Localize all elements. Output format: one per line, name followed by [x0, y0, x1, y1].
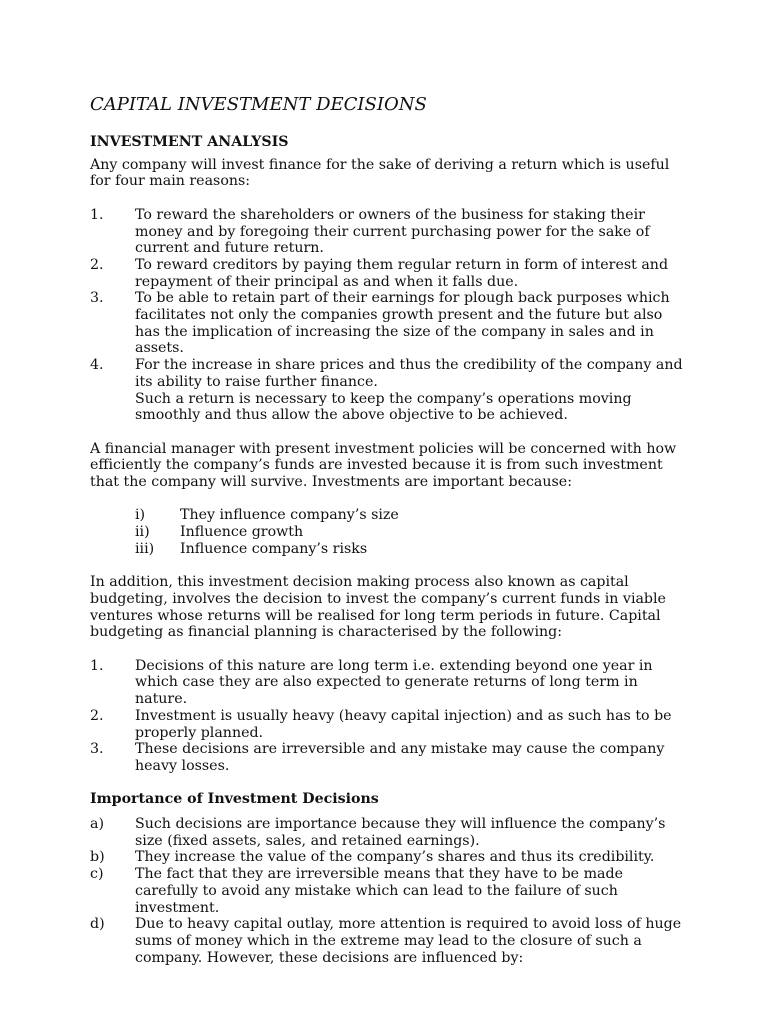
reasons-followup: Such a return is necessary to keep the company’s operations moving smoothly and thus allow the above objective to be achieved. — [135, 390, 632, 424]
list-marker: ii) — [135, 524, 150, 541]
section-heading-investment-analysis: INVESTMENT ANALYSIS — [90, 134, 289, 150]
list-item-text: The fact that they are irreversible means that they have to be made carefully to avoid any mistake which can lead to the failure of such investment. — [135, 866, 623, 916]
list-item — [135, 524, 690, 541]
list-marker: a) — [90, 816, 104, 833]
list-item-text: Decisions of this nature are long term i.e. extending beyond one year in which case they are also expected to generate returns of long term in nature. — [135, 657, 653, 708]
intro-paragraph: Any company will invest finance for the sake of deriving a return which is useful for four main reasons: — [90, 156, 670, 190]
list-item-text: Influence company’s risks — [180, 540, 368, 557]
list-item — [90, 741, 690, 774]
list-marker: b) — [90, 849, 105, 866]
list-marker: 1. — [90, 206, 104, 223]
list-item-text: These decisions are irreversible and any mistake may cause the company heavy losses. — [135, 741, 665, 774]
list-item-text: To reward creditors by paying them regular return in form of interest and repayment of their principal as and when it falls due. — [135, 256, 669, 290]
list-marker: 1. — [90, 657, 104, 674]
capital-budgeting-paragraph: In addition, this investment decision making process also known as capital budgeting, involves the decision to invest the company’s current funds in viable ventures whose returns will be realised for long term periods in future. Capital budgeting as financial planning is characterised by the following: — [90, 574, 666, 641]
list-item — [90, 658, 690, 708]
list-marker: d) — [90, 916, 105, 933]
list-item-text: Such decisions are importance because they will influence the company’s size (fixed assets, sales, and retained earnings). — [135, 816, 666, 849]
document-page — [90, 94, 690, 966]
list-item — [90, 290, 690, 357]
importance-list — [135, 507, 690, 557]
manager-paragraph: A financial manager with present investment policies will be concerned with how efficiently the company’s funds are invested because it is from such investment that the company will survive. Investments are important because: — [90, 440, 677, 491]
list-item — [90, 207, 690, 257]
list-item-text: They influence company’s size — [180, 507, 399, 524]
list-item — [135, 541, 690, 558]
list-marker: i) — [135, 507, 146, 524]
list-item-text: They increase the value of the company’s shares and thus its credibility. — [135, 849, 655, 866]
list-marker: c) — [90, 866, 104, 883]
list-marker: 4. — [90, 357, 104, 374]
list-item — [135, 507, 690, 524]
list-item — [90, 866, 690, 916]
importance-decisions-list — [90, 816, 690, 966]
list-marker: 2. — [90, 256, 104, 273]
list-item-text: For the increase in share prices and thus the credibility of the company and its ability to raise further finance. — [135, 357, 683, 390]
list-item — [90, 916, 690, 966]
list-marker: 3. — [90, 290, 104, 307]
list-marker: 2. — [90, 707, 104, 724]
list-item-text: Investment is usually heavy (heavy capital injection) and as such has to be properly planned. — [135, 707, 672, 741]
list-item-text: Influence growth — [180, 524, 304, 541]
list-item — [90, 816, 690, 849]
document-title: CAPITAL INVESTMENT DECISIONS — [90, 94, 427, 115]
characteristics-list — [90, 658, 690, 775]
list-item — [90, 357, 690, 390]
list-item — [90, 708, 690, 741]
list-marker: 3. — [90, 741, 104, 758]
list-marker: iii) — [135, 540, 155, 557]
list-item-text: Due to heavy capital outlay, more attention is required to avoid loss of huge sums of money which in the extreme may lead to the closure of such a company. However, these decisions are influenced by: — [135, 916, 682, 966]
list-item-text: To be able to retain part of their earnings for plough back purposes which facilitates not only the companies growth present and the future but also has the implication of increasing the size of the company in sales and in assets. — [135, 290, 670, 357]
list-item — [90, 257, 690, 290]
section-heading-importance: Importance of Investment Decisions — [90, 791, 379, 808]
list-item-text: To reward the shareholders or owners of the business for staking their money and by foregoing their current purchasing power for the sake of current and future return. — [135, 206, 650, 257]
list-item — [90, 849, 690, 866]
reasons-list — [90, 207, 690, 391]
